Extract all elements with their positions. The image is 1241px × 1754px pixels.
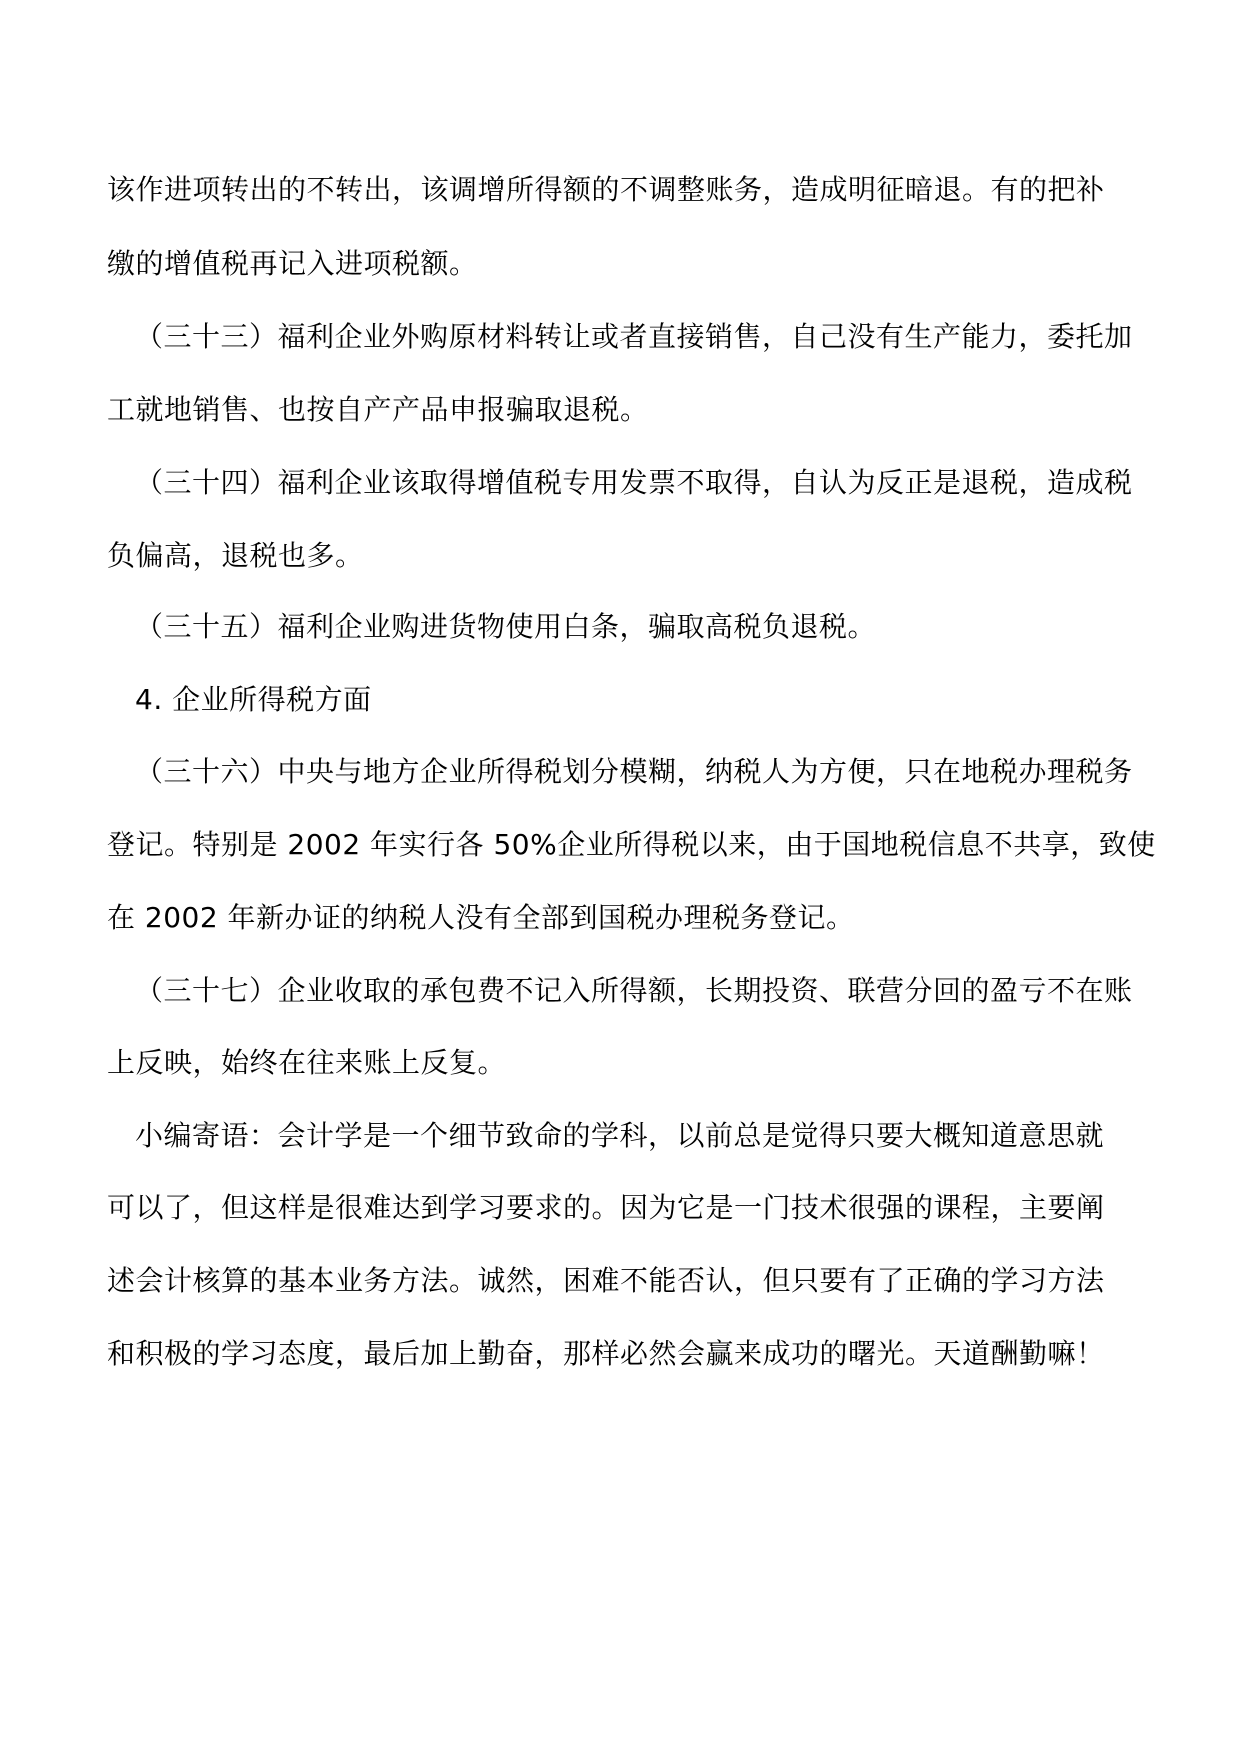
paragraph-37-line-1: （三十七）企业收取的承包费不记入所得额，长期投资、联营分回的盈亏不在账 xyxy=(135,974,1133,1007)
paragraph-32-line-2: 该作进项转出的不转出，该调增所得额的不调整账务，造成明征暗退。有的把补 xyxy=(107,173,1105,206)
paragraph-34-line-2: 负偏高，退税也多。 xyxy=(107,539,364,572)
paragraph-35: （三十五）福利企业购进货物使用白条，骗取高税负退税。 xyxy=(135,610,877,643)
section-heading-corporate-income-tax: 4. 企业所得税方面 xyxy=(135,683,372,716)
paragraph-36-line-2: 登记。特别是 2002 年实行各 50%企业所得税以来，由于国地税信息不共享，致使 xyxy=(107,828,1156,861)
paragraph-37-line-2: 上反映，始终在往来账上反复。 xyxy=(107,1046,507,1079)
paragraph-36-line-3: 在 2002 年新办证的纳税人没有全部到国税办理税务登记。 xyxy=(107,901,855,934)
paragraph-34-line-1: （三十四）福利企业该取得增值税专用发票不取得，自认为反正是退税，造成税 xyxy=(135,466,1133,499)
editor-note-line-1: 小编寄语：会计学是一个细节致命的学科，以前总是觉得只要大概知道意思就 xyxy=(135,1119,1105,1152)
editor-note-line-3: 述会计核算的基本业务方法。诚然，困难不能否认，但只要有了正确的学习方法 xyxy=(107,1264,1105,1297)
editor-note-line-4: 和积极的学习态度，最后加上勤奋，那样必然会赢来成功的曙光。天道酬勤嘛！ xyxy=(107,1337,1105,1370)
paragraph-36-line-1: （三十六）中央与地方企业所得税划分模糊，纳税人为方便，只在地税办理税务 xyxy=(135,755,1133,788)
editor-note-line-2: 可以了，但这样是很难达到学习要求的。因为它是一门技术很强的课程，主要阐 xyxy=(107,1191,1105,1224)
paragraph-33-line-2: 工就地销售、也按自产产品申报骗取退税。 xyxy=(107,393,649,426)
paragraph-33-line-1: （三十三）福利企业外购原材料转让或者直接销售，自己没有生产能力，委托加 xyxy=(135,320,1133,353)
paragraph-32-line-3: 缴的增值税再记入进项税额。 xyxy=(107,247,478,280)
